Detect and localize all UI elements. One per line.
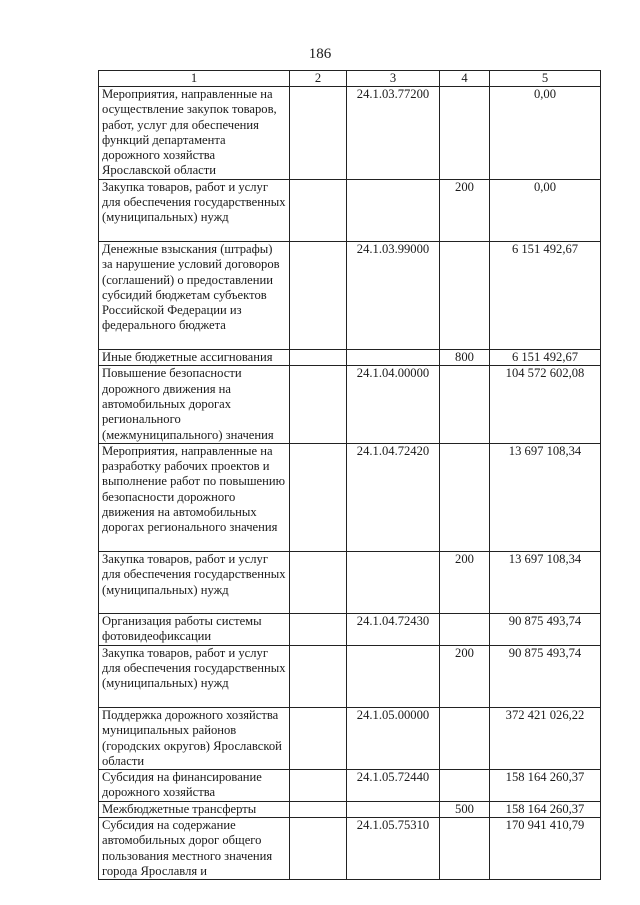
row-expense-type: [440, 614, 490, 646]
table-row: [99, 770, 601, 802]
row-column-2: [290, 241, 347, 349]
table-row: [99, 817, 601, 879]
row-expense-type: 200: [440, 551, 490, 613]
row-code: 24.1.04.72420: [347, 443, 440, 551]
row-column-2: [290, 614, 347, 646]
header-cell-4: 4: [440, 71, 490, 87]
budget-table-body: [99, 71, 601, 880]
row-code: 24.1.05.72440: [347, 770, 440, 802]
header-cell-5: 5: [490, 71, 601, 87]
row-column-2: [290, 707, 347, 769]
row-column-2: [290, 443, 347, 551]
row-code: 24.1.04.72430: [347, 614, 440, 646]
table-row: [99, 707, 601, 769]
row-expense-type: 200: [440, 179, 490, 241]
row-code: 24.1.03.77200: [347, 87, 440, 180]
row-expense-type: [440, 366, 490, 443]
page-number: 186: [308, 46, 332, 62]
row-amount: 170 941 410,79: [490, 817, 601, 879]
row-amount: 6 151 492,67: [490, 350, 601, 366]
row-code: [347, 645, 440, 707]
row-expense-type: [440, 443, 490, 551]
row-code: [347, 179, 440, 241]
row-description: Закупка товаров, работ и услуг для обеспечения государственных (муниципальных) нужд: [99, 645, 290, 707]
row-description: Субсидия на содержание автомобильных дорог общего пользования местного значения города Ярославля и: [99, 817, 290, 879]
row-column-2: [290, 551, 347, 613]
row-amount: 372 421 026,22: [490, 707, 601, 769]
row-amount: 158 164 260,37: [490, 770, 601, 802]
row-description: Повышение безопасности дорожного движения на автомобильных дорогах регионального (межмуниципального) значения: [99, 366, 290, 443]
table-row: [99, 87, 601, 180]
row-code: 24.1.04.00000: [347, 366, 440, 443]
table-row: [99, 614, 601, 646]
row-amount: 13 697 108,34: [490, 551, 601, 613]
row-expense-type: 500: [440, 801, 490, 817]
table-row: [99, 241, 601, 349]
header-cell-1: 1: [99, 71, 290, 87]
row-expense-type: [440, 707, 490, 769]
row-code: 24.1.05.00000: [347, 707, 440, 769]
row-amount: 90 875 493,74: [490, 645, 601, 707]
header-cell-3: 3: [347, 71, 440, 87]
row-amount: 90 875 493,74: [490, 614, 601, 646]
row-description: Организация работы системы фотовидеофиксации: [99, 614, 290, 646]
table-row: [99, 350, 601, 366]
table-row: [99, 443, 601, 551]
row-column-2: [290, 179, 347, 241]
table-row: [99, 645, 601, 707]
row-amount: 158 164 260,37: [490, 801, 601, 817]
row-column-2: [290, 817, 347, 879]
table-row: [99, 551, 601, 613]
row-amount: 0,00: [490, 179, 601, 241]
row-amount: 13 697 108,34: [490, 443, 601, 551]
row-amount: 104 572 602,08: [490, 366, 601, 443]
row-column-2: [290, 801, 347, 817]
row-code: [347, 350, 440, 366]
row-expense-type: [440, 770, 490, 802]
budget-table: [98, 70, 601, 880]
row-description: Поддержка дорожного хозяйства муниципальных районов (городских округов) Ярославской области: [99, 707, 290, 769]
row-column-2: [290, 350, 347, 366]
row-column-2: [290, 770, 347, 802]
row-expense-type: 200: [440, 645, 490, 707]
row-expense-type: [440, 817, 490, 879]
row-expense-type: [440, 241, 490, 349]
row-description: Межбюджетные трансферты: [99, 801, 290, 817]
row-code: 24.1.05.75310: [347, 817, 440, 879]
row-expense-type: 800: [440, 350, 490, 366]
row-amount: 0,00: [490, 87, 601, 180]
row-description: Мероприятия, направленные на разработку рабочих проектов и выполнение работ по повышению безопасности дорожного движения на автомобильных дорогах регионального значения: [99, 443, 290, 551]
row-amount: 6 151 492,67: [490, 241, 601, 349]
table-header-row: [99, 71, 601, 87]
row-code: [347, 551, 440, 613]
row-code: 24.1.03.99000: [347, 241, 440, 349]
row-description: Мероприятия, направленные на осуществление закупок товаров, работ, услуг для обеспечения функций департамента дорожного хозяйства Ярославской области: [99, 87, 290, 180]
table-row: [99, 801, 601, 817]
header-cell-2: 2: [290, 71, 347, 87]
row-column-2: [290, 87, 347, 180]
row-description: Денежные взыскания (штрафы) за нарушение условий договоров (соглашений) о предоставлении субсидий бюджетам субъектов Российской Федерации из федерального бюджета: [99, 241, 290, 349]
table-row: [99, 366, 601, 443]
row-description: Субсидия на финансирование дорожного хозяйства: [99, 770, 290, 802]
row-description: Закупка товаров, работ и услуг для обеспечения государственных (муниципальных) нужд: [99, 179, 290, 241]
row-column-2: [290, 645, 347, 707]
row-code: [347, 801, 440, 817]
row-expense-type: [440, 87, 490, 180]
table-row: [99, 179, 601, 241]
row-description: Закупка товаров, работ и услуг для обеспечения государственных (муниципальных) нужд: [99, 551, 290, 613]
row-column-2: [290, 366, 347, 443]
row-description: Иные бюджетные ассигнования: [99, 350, 290, 366]
